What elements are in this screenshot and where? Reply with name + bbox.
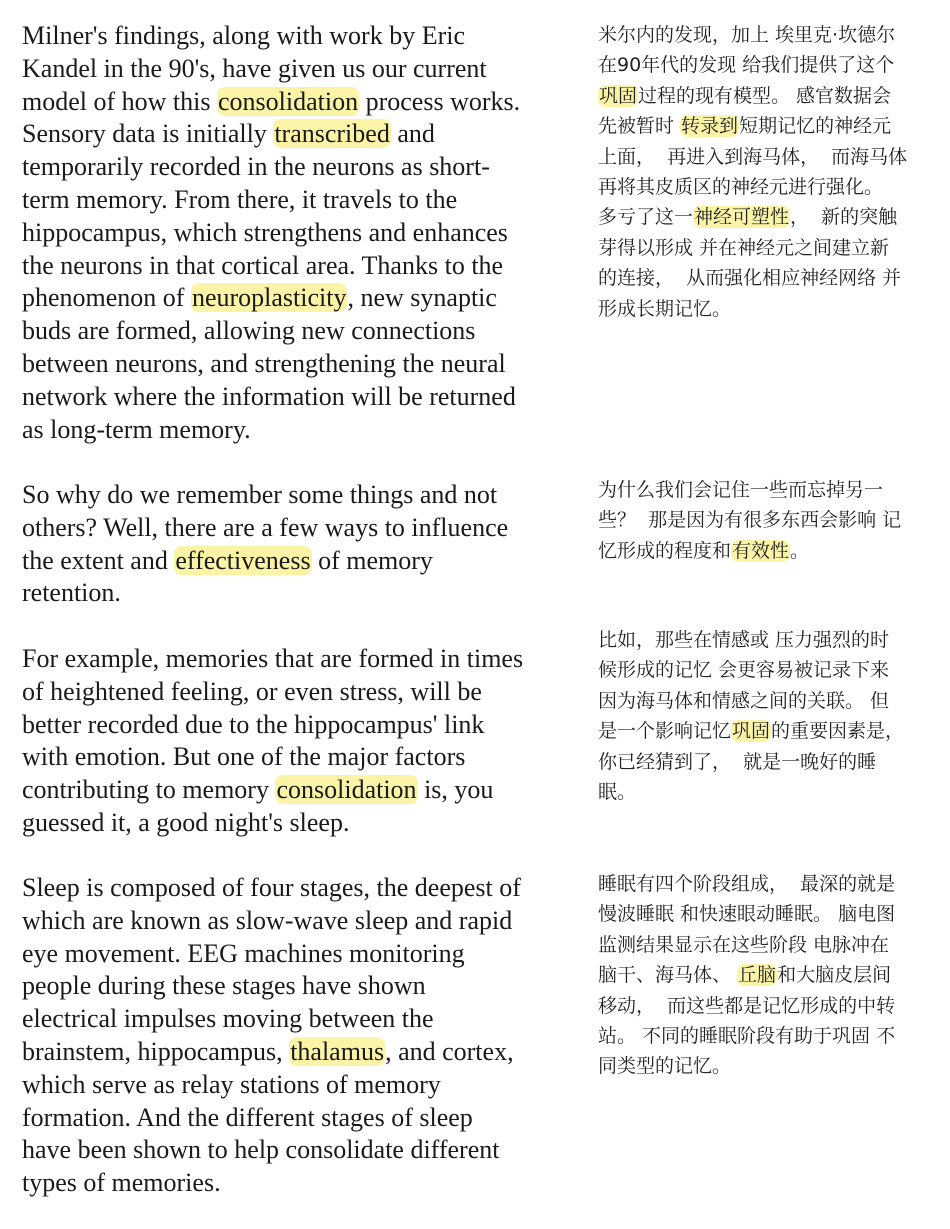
- text-line: [598, 655, 948, 685]
- text-line: [598, 142, 948, 172]
- text-line: [22, 807, 582, 840]
- text-segment: 你已经猜到了， 就是一晚好的睡: [598, 750, 877, 773]
- text-segment: , and cortex,: [385, 1036, 514, 1066]
- text-line: [22, 970, 582, 1003]
- text-line: [598, 686, 948, 716]
- text-line: [598, 475, 948, 505]
- text-line: [22, 1102, 582, 1135]
- highlighted-term: 转录到: [681, 115, 739, 138]
- text-line: [22, 53, 582, 86]
- text-segment: 先被暂时: [598, 115, 681, 138]
- text-line: [22, 20, 582, 53]
- text-line: [22, 151, 582, 184]
- text-line: [22, 479, 582, 512]
- text-segment: 为什么我们会记住一些而忘掉另一: [598, 479, 884, 501]
- text-line: [598, 1051, 948, 1081]
- text-segment: is, you: [417, 775, 494, 805]
- text-line: [22, 676, 582, 709]
- text-segment: 监测结果显示在这些阶段 电脉冲在: [598, 933, 890, 956]
- text-line: [598, 960, 948, 990]
- text-segment: Kandel in the 90's, have given us our current: [22, 53, 487, 83]
- text-segment: Sleep is composed of four stages, the deepest of: [22, 873, 521, 902]
- text-segment: 。: [790, 539, 810, 562]
- text-line: [598, 1021, 948, 1051]
- text-line: [598, 20, 948, 50]
- text-line: [22, 709, 582, 742]
- text-segment: which serve as relay stations of memory: [22, 1069, 441, 1099]
- text-segment: 睡眠有四个阶段组成， 最深的就是: [598, 873, 896, 895]
- chinese-paragraph: [598, 20, 948, 324]
- text-segment: and: [390, 119, 435, 149]
- text-segment: of memory: [311, 545, 433, 575]
- text-segment: 再将其皮质区的神经元进行强化。: [598, 176, 884, 199]
- text-segment: phenomenon of: [22, 283, 191, 313]
- text-segment: network where the information will be returned: [22, 381, 516, 411]
- text-segment: contributing to memory: [22, 775, 276, 805]
- text-segment: 是一个影响记忆: [598, 720, 732, 743]
- english-paragraph: [22, 872, 582, 1200]
- text-line: [598, 172, 948, 202]
- text-segment: 短期记忆的神经元: [739, 115, 892, 138]
- highlighted-term: 巩固: [599, 84, 638, 107]
- text-line: [598, 869, 948, 899]
- text-line: [598, 81, 948, 111]
- text-segment: 脑干、海马体、: [598, 964, 738, 987]
- highlighted-term: 有效性: [732, 539, 790, 562]
- text-segment: have been shown to help consolidate different: [22, 1135, 500, 1165]
- text-segment: 的重要因素是，: [771, 720, 905, 743]
- text-segment: For example, memories that are formed in times: [22, 644, 524, 673]
- text-segment: 芽得以形成 并在神经元之间建立新: [598, 236, 890, 259]
- text-line: [598, 716, 948, 746]
- text-line: [22, 381, 582, 414]
- highlighted-term: consolidation: [276, 775, 417, 805]
- text-line: [598, 536, 948, 566]
- text-line: [598, 202, 948, 232]
- chinese-paragraph: [598, 625, 948, 807]
- text-line: [22, 643, 582, 676]
- text-segment: term memory. From there, it travels to the: [22, 184, 458, 214]
- highlighted-term: 丘脑: [738, 964, 777, 987]
- highlighted-term: 神经可塑性: [694, 206, 790, 229]
- text-line: [22, 282, 582, 315]
- text-segment: as long-term memory.: [22, 414, 251, 444]
- highlighted-term: transcribed: [274, 119, 390, 149]
- text-line: [598, 991, 948, 1021]
- text-line: [22, 741, 582, 774]
- text-line: [22, 1134, 582, 1167]
- text-segment: model of how this: [22, 86, 217, 116]
- highlighted-term: neuroplasticity: [191, 283, 347, 313]
- text-segment: others? Well, there are a few ways to influence: [22, 512, 509, 542]
- text-line: [598, 294, 948, 324]
- text-line: [598, 777, 948, 807]
- english-paragraph: [22, 479, 582, 610]
- text-segment: process works.: [359, 86, 521, 116]
- text-segment: with emotion. But one of the major factors: [22, 742, 466, 772]
- text-segment: 候形成的记忆 会更容易被记录下来: [598, 659, 890, 682]
- text-segment: of heightened feeling, or even stress, will be: [22, 676, 482, 706]
- text-segment: 些？ 那是因为有很多东西会影响 记: [598, 509, 902, 532]
- text-segment: hippocampus, which strengthens and enhances: [22, 217, 508, 247]
- text-line: [22, 118, 582, 151]
- text-segment: 比如，那些在情感或 压力强烈的时: [598, 629, 890, 651]
- text-segment: 多亏了这一: [598, 206, 694, 229]
- text-line: [22, 1167, 582, 1200]
- text-segment: 米尔内的发现，加上 埃里克·坎德尔: [598, 24, 896, 46]
- text-line: [22, 1036, 582, 1069]
- text-segment: formation. And the different stages of sleep: [22, 1102, 473, 1132]
- text-segment: 移动， 而这些都是记忆形成的中转: [598, 994, 896, 1017]
- text-segment: brainstem, hippocampus,: [22, 1036, 290, 1066]
- text-line: [598, 747, 948, 777]
- text-segment: 因为海马体和情感之间的关联。 但: [598, 689, 890, 712]
- chinese-paragraph: [598, 475, 948, 566]
- text-line: [22, 414, 582, 447]
- text-segment: 同类型的记忆。: [598, 1055, 732, 1078]
- text-line: [22, 938, 582, 971]
- text-line: [22, 348, 582, 381]
- text-line: [22, 512, 582, 545]
- text-segment: people during these stages have shown: [22, 971, 426, 1001]
- text-line: [598, 899, 948, 929]
- text-segment: between neurons, and strengthening the neural: [22, 348, 506, 378]
- chinese-paragraph: [598, 869, 948, 1082]
- highlighted-term: 巩固: [732, 720, 771, 743]
- text-segment: better recorded due to the hippocampus' link: [22, 709, 485, 739]
- text-segment: ， 新的突触: [790, 206, 898, 229]
- text-segment: 忆形成的程度和: [598, 539, 732, 562]
- text-line: [598, 50, 948, 80]
- text-segment: temporarily recorded in the neurons as short-: [22, 152, 490, 182]
- text-line: [598, 111, 948, 141]
- text-segment: 和大脑皮层间: [777, 964, 892, 987]
- highlighted-term: effectiveness: [175, 545, 311, 575]
- text-segment: guessed it, a good night's sleep.: [22, 807, 350, 837]
- text-line: [598, 505, 948, 535]
- text-segment: So why do we remember some things and not: [22, 480, 498, 509]
- text-segment: retention.: [22, 578, 121, 608]
- text-segment: the neurons in that cortical area. Thanks to the: [22, 250, 504, 280]
- text-segment: Milner's findings, along with work by Eric: [22, 21, 466, 50]
- highlighted-term: consolidation: [218, 86, 359, 116]
- highlighted-term: thalamus: [290, 1036, 385, 1066]
- text-segment: 上面， 再进入到海马体， 而海马体: [598, 145, 908, 168]
- text-segment: types of memories.: [22, 1168, 221, 1198]
- text-segment: 形成长期记忆。: [598, 297, 732, 320]
- text-line: [22, 1069, 582, 1102]
- text-line: [598, 625, 948, 655]
- text-segment: 的连接， 从而强化相应神经网络 并: [598, 267, 902, 290]
- text-segment: Sensory data is initially: [22, 119, 274, 149]
- text-line: [22, 577, 582, 610]
- english-paragraph: [22, 643, 582, 840]
- text-line: [22, 184, 582, 217]
- text-segment: the extent and: [22, 545, 175, 575]
- text-segment: 在90年代的发现 给我们提供了这个: [598, 54, 895, 77]
- text-line: [22, 315, 582, 348]
- text-line: [22, 774, 582, 807]
- text-line: [22, 250, 582, 283]
- text-segment: electrical impulses moving between the: [22, 1004, 434, 1034]
- english-paragraph: [22, 20, 582, 446]
- text-segment: 慢波睡眠 和快速眼动睡眠。 脑电图: [598, 903, 896, 926]
- text-line: [598, 233, 948, 263]
- text-line: [22, 86, 582, 119]
- text-segment: 站。 不同的睡眠阶段有助于巩固 不: [598, 1025, 896, 1048]
- text-line: [22, 217, 582, 250]
- text-segment: eye movement. EEG machines monitoring: [22, 938, 465, 968]
- text-segment: 过程的现有模型。 感官数据会: [638, 84, 892, 107]
- text-line: [22, 545, 582, 578]
- text-line: [598, 930, 948, 960]
- text-segment: , new synaptic: [347, 283, 497, 313]
- text-line: [598, 263, 948, 293]
- text-line: [22, 872, 582, 905]
- text-segment: buds are formed, allowing new connections: [22, 316, 476, 346]
- text-line: [22, 905, 582, 938]
- text-line: [22, 1003, 582, 1036]
- text-segment: 眠。: [598, 781, 637, 804]
- text-segment: which are known as slow-wave sleep and rapid: [22, 905, 513, 935]
